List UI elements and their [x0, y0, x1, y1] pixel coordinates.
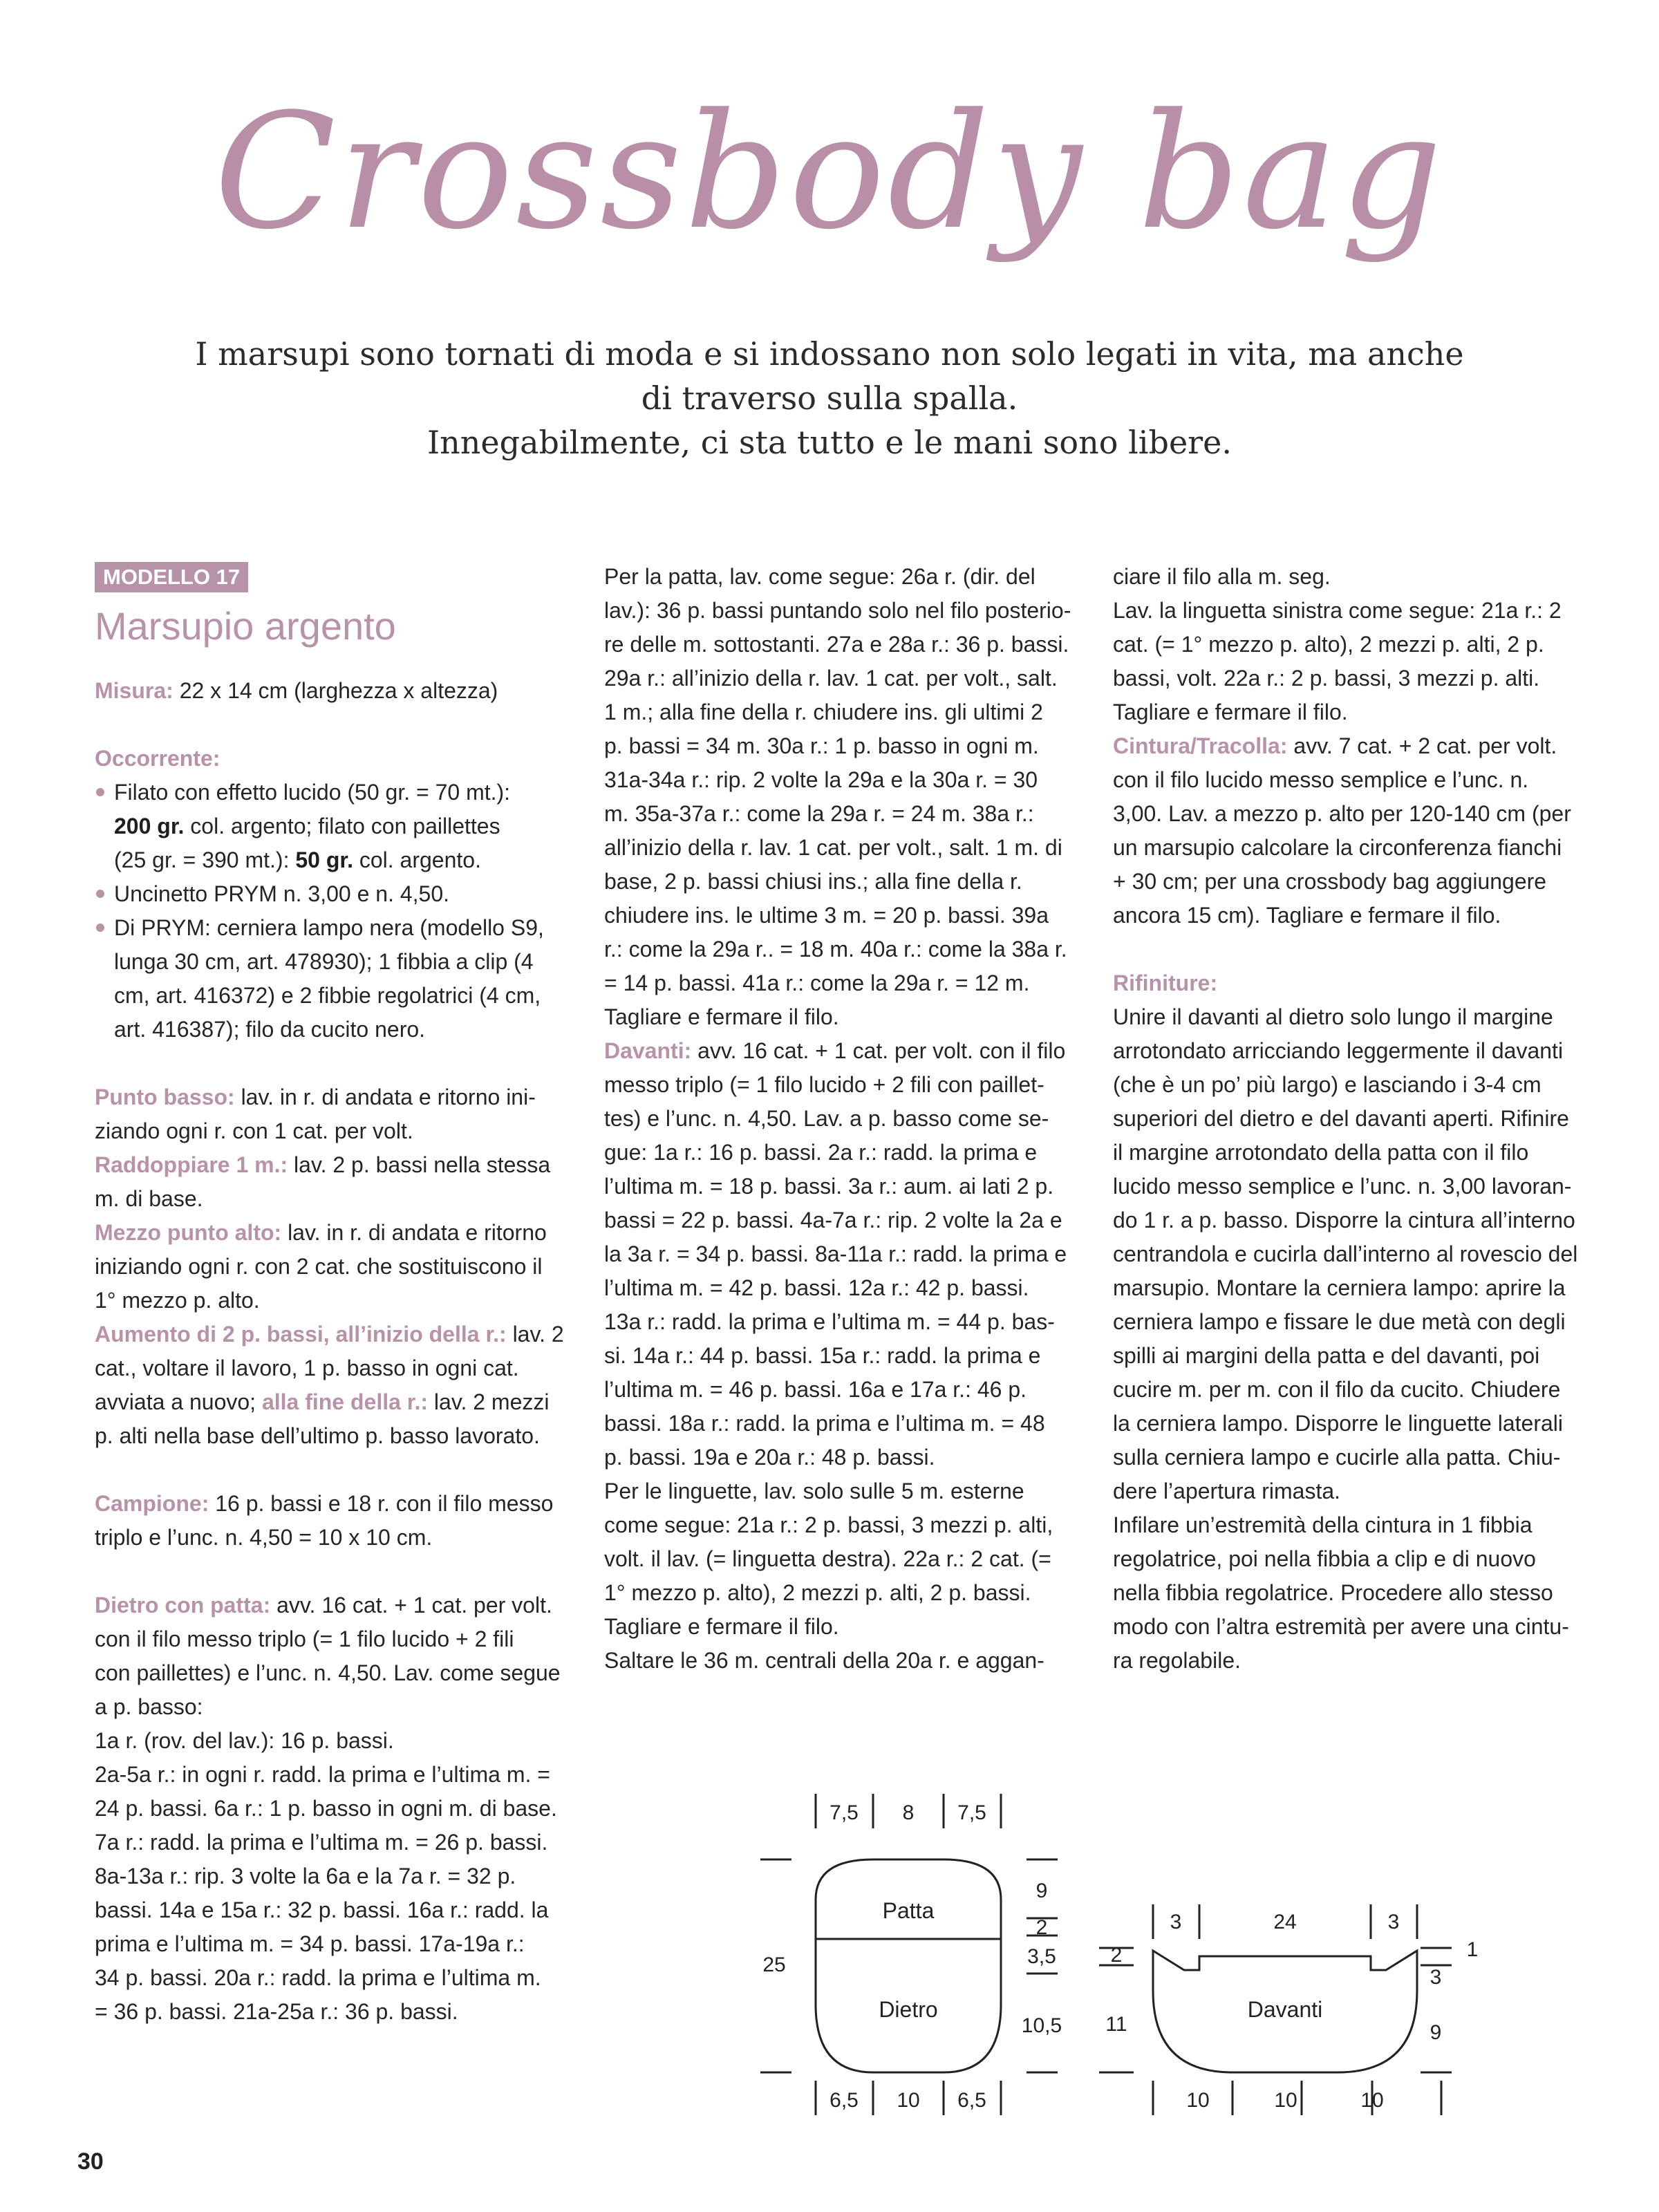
- section-label: Cintura/Tracolla:: [1113, 733, 1288, 758]
- materials-text: Di PRYM: cerniera lampo nera (modello S9,: [114, 915, 544, 940]
- stitch-text: lav. 2 mezzi: [428, 1389, 550, 1414]
- stitch-text: lav. 2: [506, 1322, 564, 1347]
- body-line: un marsupio calcolare la circonferenza fianchi: [1113, 835, 1562, 860]
- dim-label: 10: [1360, 2089, 1384, 2112]
- model-title: Marsupio argento: [95, 604, 396, 648]
- body-line: bassi. 18a r.: radd. la prima e l’ultima m. = 48: [604, 1411, 1045, 1436]
- dim-label: 10,5: [1021, 2014, 1062, 2037]
- dim-label: 3: [1430, 1966, 1442, 1989]
- body-line: Tagliare e fermare il filo.: [1113, 700, 1348, 724]
- body-line: gue: 1a r.: 16 p. bassi. 2a r.: radd. la prima e: [604, 1140, 1038, 1165]
- dim-label: 8: [902, 1801, 915, 1824]
- section-text: avv. 16 cat. + 1 cat. per volt.: [270, 1593, 552, 1618]
- body-line: ciare il filo alla m. seg.: [1113, 564, 1331, 589]
- body-line: m. 35a-37a r.: come la 29a r. = 24 m. 38a r.:: [604, 801, 1034, 826]
- body-line: cucire m. per m. con il filo da cucito. Chiudere: [1113, 1377, 1561, 1402]
- body-line: lav.): 36 p. bassi puntando solo nel filo posterio-: [604, 598, 1071, 623]
- body-line: come segue: 21a r.: 2 p. bassi, 3 mezzi p. alti,: [604, 1512, 1053, 1537]
- body-line: bassi. 14a e 15a r.: 32 p. bassi. 16a r.: radd. la: [95, 1897, 549, 1922]
- body-line: tes) e l’unc. n. 4,50. Lav. a p. basso come se-: [604, 1106, 1049, 1131]
- materials-text: col. argento.: [353, 847, 481, 872]
- section-label: Campione:: [95, 1491, 209, 1516]
- page-title: Crossbody bag: [214, 80, 1445, 265]
- body-line: Infilare un’estremità della cintura in 1 fibbia: [1113, 1512, 1533, 1537]
- stitch-text: lav. in r. di andata e ritorno: [281, 1220, 547, 1245]
- dim-label: 2: [1110, 1944, 1123, 1967]
- dim-label: 6,5: [957, 2089, 986, 2112]
- dim-label: 7,5: [957, 1801, 986, 1824]
- body-line: chiudere ins. le ultime 3 m. = 20 p. bassi. 39a: [604, 903, 1049, 928]
- rifiniture-label: Rifiniture:: [1113, 971, 1218, 995]
- body-line: la cerniera lampo. Disporre le linguette laterali: [1113, 1411, 1563, 1436]
- body-line: l’ultima m. = 46 p. bassi. 16a e 17a r.: 46 p.: [604, 1377, 1027, 1402]
- section-text: 16 p. bassi e 18 r. con il filo messo: [209, 1491, 554, 1516]
- body-line: Unire il davanti al dietro solo lungo il margine: [1113, 1004, 1553, 1029]
- body-line: bassi, volt. 22a r.: 2 p. bassi, 3 mezzi p. alti.: [1113, 666, 1540, 691]
- body-line: modo con l’altra estremità per avere una cintu-: [1113, 1614, 1569, 1639]
- body-line: 1° mezzo p. alto), 2 mezzi p. alti, 2 p. bassi.: [604, 1580, 1031, 1605]
- page-number: 30: [77, 2148, 104, 2175]
- body-line: arrotondato arricciando leggermente il davanti: [1113, 1038, 1564, 1063]
- dim-label: 3,5: [1027, 1945, 1056, 1968]
- section-text: avv. 7 cat. + 2 cat. per volt.: [1287, 733, 1557, 758]
- materials-text: art. 416387); filo da cucito nero.: [114, 1017, 426, 1042]
- dim-label: 1: [1466, 1938, 1479, 1961]
- body-line: Per la patta, lav. come segue: 26a r. (dir. del: [604, 564, 1035, 589]
- body-line: centrandola e cucirla dall’interno al rovescio del: [1113, 1241, 1578, 1266]
- body-line: Lav. la linguetta sinistra come segue: 21a r.: 2: [1113, 598, 1562, 623]
- body-line: volt. il lav. (= linguetta destra). 22a r.: 2 cat. (=: [604, 1546, 1051, 1571]
- body-line: marsupio. Montare la cerniera lampo: aprire la: [1113, 1275, 1566, 1300]
- body-line: base, 2 p. bassi chiusi ins.; alla fine della r.: [604, 869, 1022, 894]
- body-line: l’ultima m. = 18 p. bassi. 3a r.: aum. ai lati 2 p.: [604, 1174, 1054, 1199]
- dim-label: 3: [1387, 1911, 1400, 1933]
- stitch-label: Aumento di 2 p. bassi, all’inizio della r.:: [95, 1322, 507, 1347]
- occorrente-label: Occorrente:: [95, 746, 221, 771]
- diagram-patta-dietro: [760, 1794, 1058, 2115]
- piece-label: Dietro: [879, 1997, 938, 2022]
- body-line: con il filo lucido messo semplice e l’unc. n.: [1113, 767, 1529, 792]
- body-line: r.: come la 29a r.. = 18 m. 40a r.: come la 38a r.: [604, 937, 1067, 962]
- materials-text: lunga 30 cm, art. 478930); 1 fibbia a clip (4: [114, 949, 534, 974]
- body-line: (che è un po’ più largo) e lasciando i 3-4 cm: [1113, 1072, 1541, 1097]
- stitch-text: cat., voltare il lavoro, 1 p. basso in ogni cat.: [95, 1356, 519, 1380]
- materials-text: (25 gr. = 390 mt.):: [114, 847, 296, 872]
- stitch-text: m. di base.: [95, 1186, 203, 1211]
- body-line: do 1 r. a p. basso. Disporre la cintura all’interno: [1113, 1208, 1575, 1232]
- stitch-text: avviata a nuovo;: [95, 1389, 262, 1414]
- body-line: Saltare le 36 m. centrali della 20a r. e aggan-: [604, 1648, 1044, 1673]
- materials-text: col. argento; filato con paillettes: [184, 814, 500, 838]
- body-line: superiori del dietro e del davanti aperti. Rifinire: [1113, 1106, 1569, 1131]
- intro-line: I marsupi sono tornati di moda e si indossano non solo legati in vita, ma anche: [195, 335, 1464, 373]
- dim-label: 7,5: [830, 1801, 859, 1824]
- section-label: Davanti:: [604, 1038, 692, 1063]
- body-line: p. bassi. 19a e 20a r.: 48 p. bassi.: [604, 1445, 935, 1470]
- body-line: la 3a r. = 34 p. bassi. 8a-11a r.: radd. la prima e: [604, 1241, 1067, 1266]
- dim-label: 10: [1186, 2089, 1210, 2112]
- body-line: ra regolabile.: [1113, 1648, 1241, 1673]
- misura-text: 22 x 14 cm (larghezza x altezza): [173, 678, 498, 703]
- stitch-label: Raddoppiare 1 m.:: [95, 1152, 288, 1177]
- section-text: avv. 16 cat. + 1 cat. per volt. con il filo: [691, 1038, 1066, 1063]
- stitch-text: p. alti nella base dell’ultimo p. basso lavorato.: [95, 1423, 540, 1448]
- section-text: triplo e l’unc. n. 4,50 = 10 x 10 cm.: [95, 1525, 433, 1550]
- body-line: con il filo messo triplo (= 1 filo lucido + 2 fili: [95, 1627, 514, 1651]
- body-line: Per le linguette, lav. solo sulle 5 m. esterne: [604, 1479, 1024, 1503]
- body-line: 7a r.: radd. la prima e l’ultima m. = 26 p. bassi.: [95, 1830, 548, 1855]
- body-line: cerniera lampo e fissare le due metà con degli: [1113, 1309, 1566, 1334]
- body-line: dere l’apertura rimasta.: [1113, 1479, 1341, 1503]
- piece-label: Davanti: [1247, 1997, 1323, 2022]
- body-line: il margine arrotondato della patta con il filo: [1113, 1140, 1529, 1165]
- body-line: Tagliare e fermare il filo.: [604, 1004, 839, 1029]
- body-line: lucido messo semplice e l’unc. n. 3,00 lavoran-: [1113, 1174, 1572, 1199]
- body-line: = 36 p. bassi. 21a-25a r.: 36 p. bassi.: [95, 1999, 458, 2024]
- dim-label: 10: [1274, 2089, 1297, 2112]
- stitch-text: iniziando ogni r. con 2 cat. che sostituiscono il: [95, 1254, 543, 1279]
- body-line: Tagliare e fermare il filo.: [604, 1614, 839, 1639]
- stitch-text: ziando ogni r. con 1 cat. per volt.: [95, 1118, 413, 1143]
- body-line: sulla cerniera lampo e cucirle alla patta. Chiu-: [1113, 1445, 1561, 1470]
- piece-label: Patta: [882, 1898, 935, 1923]
- model-badge: MODELLO 17: [95, 562, 248, 592]
- stitch-text: lav. 2 p. bassi nella stessa: [288, 1152, 551, 1177]
- body-line: regolatrice, poi nella fibbia a clip e di nuovo: [1113, 1546, 1536, 1571]
- stitch-text: lav. in r. di andata e ritorno ini-: [234, 1085, 536, 1109]
- body-line: 1 m.; alla fine della r. chiudere ins. gli ultimi 2: [604, 700, 1043, 724]
- body-line: 29a r.: all’inizio della r. lav. 1 cat. per volt., salt.: [604, 666, 1058, 691]
- intro-line: Innegabilmente, ci sta tutto e le mani sono libere.: [427, 424, 1232, 461]
- section-label: Dietro con patta:: [95, 1593, 271, 1618]
- materials-text: cm, art. 416372) e 2 fibbie regolatrici (4 cm,: [114, 983, 541, 1008]
- body-line: l’ultima m. = 42 p. bassi. 12a r.: 42 p. bassi.: [604, 1275, 1029, 1300]
- materials-weight: 200 gr.: [114, 814, 185, 838]
- body-line: a p. basso:: [95, 1694, 203, 1719]
- body-line: spilli ai margini della patta e del davanti, poi: [1113, 1343, 1540, 1368]
- body-line: 8a-13a r.: rip. 3 volte la 6a e la 7a r. = 32 p.: [95, 1864, 516, 1888]
- body-line: 24 p. bassi. 6a r.: 1 p. basso in ogni m. di base.: [95, 1796, 557, 1821]
- stitch-label: alla fine della r.:: [261, 1389, 429, 1414]
- body-line: re delle m. sottostanti. 27a e 28a r.: 36 p. bassi.: [604, 632, 1069, 657]
- body-line: 31a-34a r.: rip. 2 volte la 29a e la 30a r. = 30: [604, 767, 1038, 792]
- dim-label: 6,5: [830, 2089, 859, 2112]
- body-line: ancora 15 cm). Tagliare e fermare il filo.: [1113, 903, 1501, 928]
- intro-line: di traverso sulla spalla.: [641, 379, 1018, 417]
- dim-label: 3: [1170, 1911, 1182, 1933]
- dim-label: 10: [897, 2089, 920, 2112]
- dim-label: 25: [762, 1953, 786, 1976]
- dim-label: 11: [1105, 2013, 1127, 2036]
- materials-text: Uncinetto PRYM n. 3,00 e n. 4,50.: [114, 881, 450, 906]
- body-line: prima e l’ultima m. = 34 p. bassi. 17a-19a r.:: [95, 1931, 525, 1956]
- body-line: 34 p. bassi. 20a r.: radd. la prima e l’ultima m.: [95, 1965, 541, 1990]
- body-line: nella fibbia regolatrice. Procedere allo stesso: [1113, 1580, 1553, 1605]
- body-line: 3,00. Lav. a mezzo p. alto per 120-140 cm (per: [1113, 801, 1571, 826]
- materials-weight: 50 gr.: [295, 847, 353, 872]
- body-line: messo triplo (= 1 filo lucido + 2 fili con paillet-: [604, 1072, 1044, 1097]
- body-line: bassi = 22 p. bassi. 4a-7a r.: rip. 2 volte la 2a e: [604, 1208, 1062, 1232]
- stitch-label: Mezzo punto alto:: [95, 1220, 282, 1245]
- body-line: all’inizio della r. lav. 1 cat. per volt., salt. 1 m. di: [604, 835, 1062, 860]
- body-line: 13a r.: radd. la prima e l’ultima m. = 44 p. bas-: [604, 1309, 1055, 1334]
- body-line: con paillettes) e l’unc. n. 4,50. Lav. come segue: [95, 1660, 561, 1685]
- body-line: p. bassi = 34 m. 30a r.: 1 p. basso in ogni m.: [604, 733, 1039, 758]
- dim-label: 9: [1035, 1880, 1048, 1902]
- materials-text: Filato con effetto lucido (50 gr. = 70 mt.):: [114, 780, 511, 805]
- dim-label: 9: [1430, 2021, 1442, 2044]
- misura-label: Misura:: [95, 678, 174, 703]
- body-line: cat. (= 1° mezzo p. alto), 2 mezzi p. alti, 2 p.: [1113, 632, 1544, 657]
- dim-label: 2: [1035, 1916, 1048, 1939]
- body-line: + 30 cm; per una crossbody bag aggiungere: [1113, 869, 1547, 894]
- body-line: 1a r. (rov. del lav.): 16 p. bassi.: [95, 1728, 394, 1753]
- dim-label: 24: [1273, 1911, 1297, 1933]
- stitch-text: 1° mezzo p. alto.: [95, 1288, 260, 1313]
- stitch-label: Punto basso:: [95, 1085, 235, 1109]
- body-line: = 14 p. bassi. 41a r.: come la 29a r. = 12 m.: [604, 971, 1030, 995]
- body-line: 2a-5a r.: in ogni r. radd. la prima e l’ultima m. =: [95, 1762, 550, 1787]
- body-line: si. 14a r.: 44 p. bassi. 15a r.: radd. la prima e: [604, 1343, 1041, 1368]
